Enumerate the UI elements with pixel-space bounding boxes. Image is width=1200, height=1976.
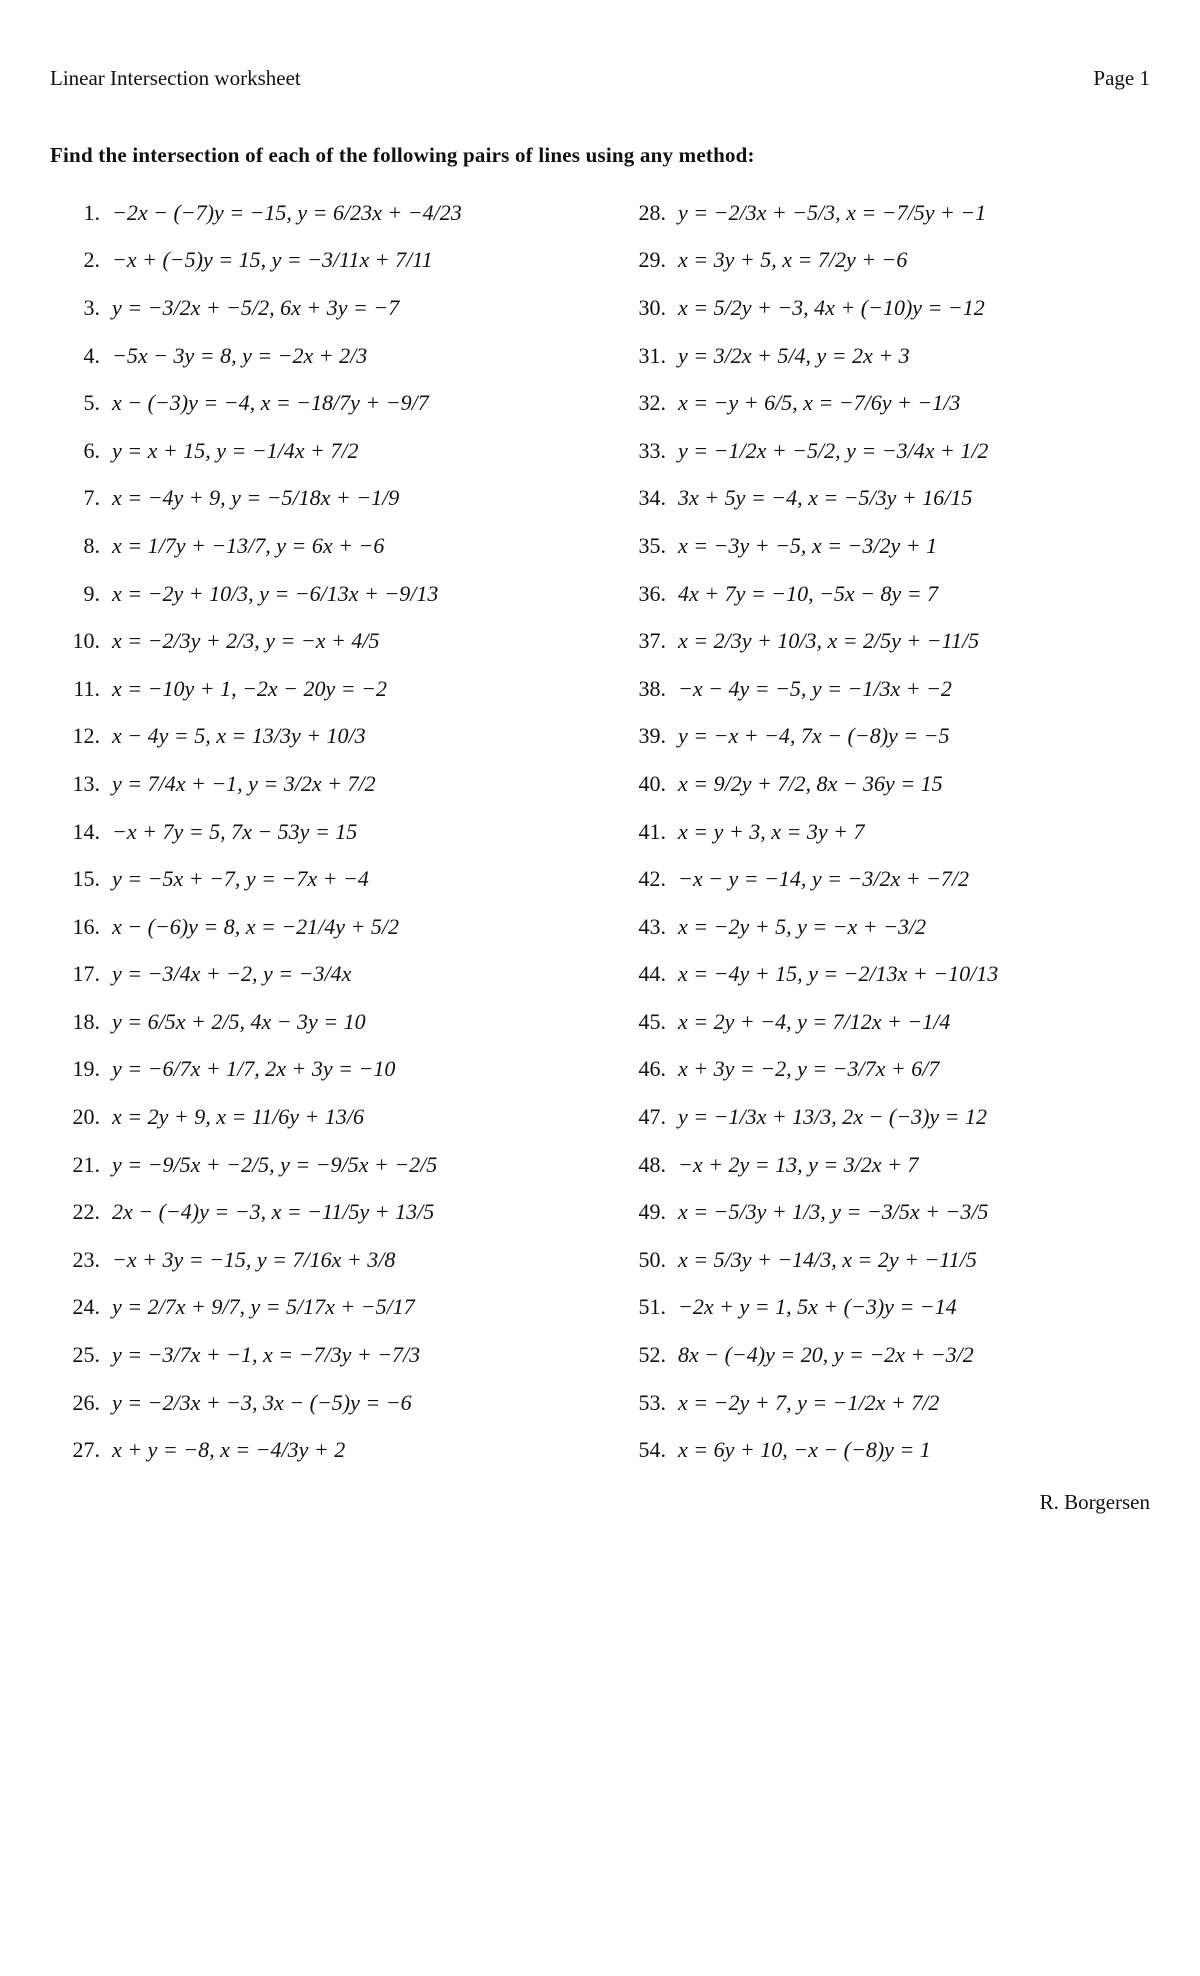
- problem-number: 3.: [83, 294, 100, 320]
- author-name: R. Borgersen: [1039, 1490, 1150, 1514]
- problem-equations: y = 7/4x + −1, y = 3/2x + 7/2: [112, 770, 376, 796]
- problem-equations: −x + 7y = 5, 7x − 53y = 15: [112, 818, 358, 844]
- problem-equations: y = −3/7x + −1, x = −7/3y + −7/3: [112, 1342, 421, 1368]
- problem-item: [622, 1284, 1182, 1332]
- problem-number: 21.: [72, 1151, 100, 1177]
- problem-number: 30.: [638, 294, 666, 320]
- problem-number: 26.: [72, 1389, 100, 1415]
- problem-equations: x = 2y + 9, x = 11/6y + 13/6: [112, 1104, 365, 1130]
- problem-equations: x = 5/2y + −3, 4x + (−10)y = −12: [678, 294, 985, 320]
- problem-number: 20.: [72, 1104, 100, 1130]
- problem-item: [622, 903, 1182, 951]
- problem-equations: x = −3y + −5, x = −3/2y + 1: [678, 532, 938, 558]
- problem-number: 52.: [638, 1342, 666, 1368]
- problem-item: [622, 1093, 1182, 1141]
- problem-item: [60, 237, 620, 285]
- problem-item: [60, 713, 620, 761]
- problem-item: [60, 1379, 620, 1427]
- problem-item: [622, 570, 1182, 618]
- problem-item: [622, 379, 1182, 427]
- problem-equations: y = 3/2x + 5/4, y = 2x + 3: [678, 342, 910, 368]
- problem-number: 36.: [638, 580, 666, 606]
- problem-equations: x = y + 3, x = 3y + 7: [678, 818, 865, 844]
- problem-equations: x = −2y + 7, y = −1/2x + 7/2: [678, 1389, 940, 1415]
- problem-item: [60, 570, 620, 618]
- problem-item: [60, 1188, 620, 1236]
- problem-number: 14.: [72, 818, 100, 844]
- problem-number: 39.: [638, 723, 666, 749]
- problem-item: [622, 522, 1182, 570]
- problem-equations: −x − y = −14, y = −3/2x + −7/2: [678, 866, 970, 892]
- problem-equations: x − 4y = 5, x = 13/3y + 10/3: [112, 723, 366, 749]
- problem-number: 31.: [638, 342, 666, 368]
- problem-number: 53.: [638, 1389, 666, 1415]
- problem-item: [60, 1093, 620, 1141]
- problem-number: 11.: [73, 675, 100, 701]
- problem-number: 16.: [72, 913, 100, 939]
- problem-item: [622, 617, 1182, 665]
- problem-item: [60, 522, 620, 570]
- problem-equations: −x + 2y = 13, y = 3/2x + 7: [678, 1151, 919, 1177]
- problem-number: 25.: [72, 1342, 100, 1368]
- problem-number: 9.: [83, 580, 100, 606]
- problem-item: [622, 998, 1182, 1046]
- problem-equations: −x − 4y = −5, y = −1/3x + −2: [678, 675, 952, 701]
- problem-equations: y = −2/3x + −3, 3x − (−5)y = −6: [112, 1389, 412, 1415]
- problem-number: 8.: [83, 532, 100, 558]
- problem-equations: y = −3/4x + −2, y = −3/4x: [112, 961, 352, 987]
- problem-equations: y = −5x + −7, y = −7x + −4: [112, 866, 369, 892]
- problem-number: 23.: [72, 1246, 100, 1272]
- problem-item: [60, 998, 620, 1046]
- problem-item: [60, 332, 620, 380]
- problem-item: [60, 1141, 620, 1189]
- problem-number: 51.: [638, 1294, 666, 1320]
- problem-item: [622, 855, 1182, 903]
- problem-item: [60, 1331, 620, 1379]
- problem-item: [60, 617, 620, 665]
- problem-equations: y = 2/7x + 9/7, y = 5/17x + −5/17: [112, 1294, 415, 1320]
- problem-item: [622, 237, 1182, 285]
- problem-number: 54.: [638, 1437, 666, 1463]
- problem-item: [622, 713, 1182, 761]
- problem-item: [622, 1426, 1182, 1474]
- problem-equations: x = −2y + 10/3, y = −6/13x + −9/13: [112, 580, 439, 606]
- problem-number: 34.: [638, 485, 666, 511]
- problem-item: [60, 475, 620, 523]
- problem-equations: x = 3y + 5, x = 7/2y + −6: [678, 247, 908, 273]
- problem-number: 17.: [72, 961, 100, 987]
- problem-item: [60, 427, 620, 475]
- instructions: Find the intersection of each of the following pairs of lines using any method:: [50, 143, 755, 167]
- problem-item: [622, 1046, 1182, 1094]
- problem-item: [622, 1379, 1182, 1427]
- problem-equations: x = −4y + 15, y = −2/13x + −10/13: [678, 961, 999, 987]
- problem-item: [60, 760, 620, 808]
- problem-column-right: [622, 189, 1182, 1474]
- problem-number: 42.: [638, 866, 666, 892]
- problem-number: 19.: [72, 1056, 100, 1082]
- problem-number: 6.: [83, 437, 100, 463]
- problem-item: [622, 475, 1182, 523]
- problem-number: 40.: [638, 770, 666, 796]
- problem-number: 12.: [72, 723, 100, 749]
- problem-equations: x = 1/7y + −13/7, y = 6x + −6: [112, 532, 385, 558]
- problem-equations: −5x − 3y = 8, y = −2x + 2/3: [112, 342, 368, 368]
- problem-number: 38.: [638, 675, 666, 701]
- problem-equations: x = −5/3y + 1/3, y = −3/5x + −3/5: [678, 1199, 989, 1225]
- problem-item: [622, 1331, 1182, 1379]
- problem-number: 10.: [72, 628, 100, 654]
- problem-equations: x = −4y + 9, y = −5/18x + −1/9: [112, 485, 400, 511]
- problem-item: [622, 1188, 1182, 1236]
- problem-equations: 3x + 5y = −4, x = −5/3y + 16/15: [678, 485, 973, 511]
- problem-item: [622, 1236, 1182, 1284]
- worksheet-title: Linear Intersection worksheet: [50, 66, 301, 90]
- problem-equations: y = −1/2x + −5/2, y = −3/4x + 1/2: [678, 437, 989, 463]
- problem-item: [60, 1284, 620, 1332]
- problem-item: [60, 855, 620, 903]
- problem-equations: x = −10y + 1, −2x − 20y = −2: [112, 675, 387, 701]
- problem-item: [622, 332, 1182, 380]
- problem-equations: x = 2y + −4, y = 7/12x + −1/4: [678, 1008, 951, 1034]
- problem-equations: x − (−3)y = −4, x = −18/7y + −9/7: [112, 390, 429, 416]
- problem-item: [622, 284, 1182, 332]
- problem-equations: x + 3y = −2, y = −3/7x + 6/7: [678, 1056, 940, 1082]
- problem-number: 32.: [638, 390, 666, 416]
- problem-number: 35.: [638, 532, 666, 558]
- problem-number: 13.: [72, 770, 100, 796]
- problem-item: [60, 808, 620, 856]
- problem-number: 49.: [638, 1199, 666, 1225]
- problem-equations: x = 6y + 10, −x − (−8)y = 1: [678, 1437, 931, 1463]
- problem-item: [622, 189, 1182, 237]
- problem-number: 41.: [638, 818, 666, 844]
- problem-equations: x = −y + 6/5, x = −7/6y + −1/3: [678, 390, 961, 416]
- problem-equations: −2x + y = 1, 5x + (−3)y = −14: [678, 1294, 957, 1320]
- problem-item: [622, 427, 1182, 475]
- problem-equations: x − (−6)y = 8, x = −21/4y + 5/2: [112, 913, 400, 939]
- problem-item: [60, 1426, 620, 1474]
- problem-column-left: [60, 189, 620, 1474]
- problem-equations: y = −6/7x + 1/7, 2x + 3y = −10: [112, 1056, 396, 1082]
- problem-equations: x = −2y + 5, y = −x + −3/2: [678, 913, 927, 939]
- problem-item: [60, 903, 620, 951]
- problem-number: 22.: [72, 1199, 100, 1225]
- problem-number: 48.: [638, 1151, 666, 1177]
- problem-number: 18.: [72, 1008, 100, 1034]
- problem-number: 1.: [83, 199, 100, 225]
- problem-item: [60, 1236, 620, 1284]
- problem-equations: y = −3/2x + −5/2, 6x + 3y = −7: [112, 294, 400, 320]
- problem-item: [60, 189, 620, 237]
- problem-item: [60, 379, 620, 427]
- problem-equations: 2x − (−4)y = −3, x = −11/5y + 13/5: [112, 1199, 435, 1225]
- problem-equations: −x + (−5)y = 15, y = −3/11x + 7/11: [112, 247, 433, 273]
- problem-item: [60, 665, 620, 713]
- problem-equations: y = −9/5x + −2/5, y = −9/5x + −2/5: [112, 1151, 438, 1177]
- problem-equations: x = 9/2y + 7/2, 8x − 36y = 15: [678, 770, 943, 796]
- problem-equations: −x + 3y = −15, y = 7/16x + 3/8: [112, 1246, 396, 1272]
- problem-item: [60, 284, 620, 332]
- problem-equations: 8x − (−4)y = 20, y = −2x + −3/2: [678, 1342, 974, 1368]
- problem-number: 27.: [72, 1437, 100, 1463]
- problem-item: [622, 951, 1182, 999]
- problem-equations: y = 6/5x + 2/5, 4x − 3y = 10: [112, 1008, 366, 1034]
- problem-equations: x = 2/3y + 10/3, x = 2/5y + −11/5: [678, 628, 980, 654]
- problem-item: [622, 808, 1182, 856]
- problem-number: 47.: [638, 1104, 666, 1130]
- problem-equations: x = −2/3y + 2/3, y = −x + 4/5: [112, 628, 380, 654]
- problem-number: 28.: [638, 199, 666, 225]
- problem-item: [622, 760, 1182, 808]
- problem-number: 15.: [72, 866, 100, 892]
- problem-number: 33.: [638, 437, 666, 463]
- problem-number: 4.: [83, 342, 100, 368]
- problem-item: [60, 951, 620, 999]
- problem-number: 24.: [72, 1294, 100, 1320]
- problem-equations: y = −2/3x + −5/3, x = −7/5y + −1: [678, 199, 987, 225]
- problem-number: 2.: [83, 247, 100, 273]
- problem-number: 43.: [638, 913, 666, 939]
- problem-equations: 4x + 7y = −10, −5x − 8y = 7: [678, 580, 939, 606]
- problem-number: 46.: [638, 1056, 666, 1082]
- problem-equations: −2x − (−7)y = −15, y = 6/23x + −4/23: [112, 199, 462, 225]
- problem-number: 37.: [638, 628, 666, 654]
- problem-number: 44.: [638, 961, 666, 987]
- problem-number: 50.: [638, 1246, 666, 1272]
- problem-number: 45.: [638, 1008, 666, 1034]
- problem-equations: x + y = −8, x = −4/3y + 2: [112, 1437, 346, 1463]
- page-number: Page 1: [1093, 66, 1150, 90]
- problem-equations: y = x + 15, y = −1/4x + 7/2: [112, 437, 359, 463]
- problem-item: [622, 665, 1182, 713]
- problem-number: 29.: [638, 247, 666, 273]
- problem-equations: y = −x + −4, 7x − (−8)y = −5: [678, 723, 950, 749]
- page-header: [50, 66, 1150, 98]
- problem-number: 5.: [83, 390, 100, 416]
- problem-item: [60, 1046, 620, 1094]
- problem-item: [622, 1141, 1182, 1189]
- problem-equations: y = −1/3x + 13/3, 2x − (−3)y = 12: [678, 1104, 988, 1130]
- problem-equations: x = 5/3y + −14/3, x = 2y + −11/5: [678, 1246, 977, 1272]
- problem-number: 7.: [83, 485, 100, 511]
